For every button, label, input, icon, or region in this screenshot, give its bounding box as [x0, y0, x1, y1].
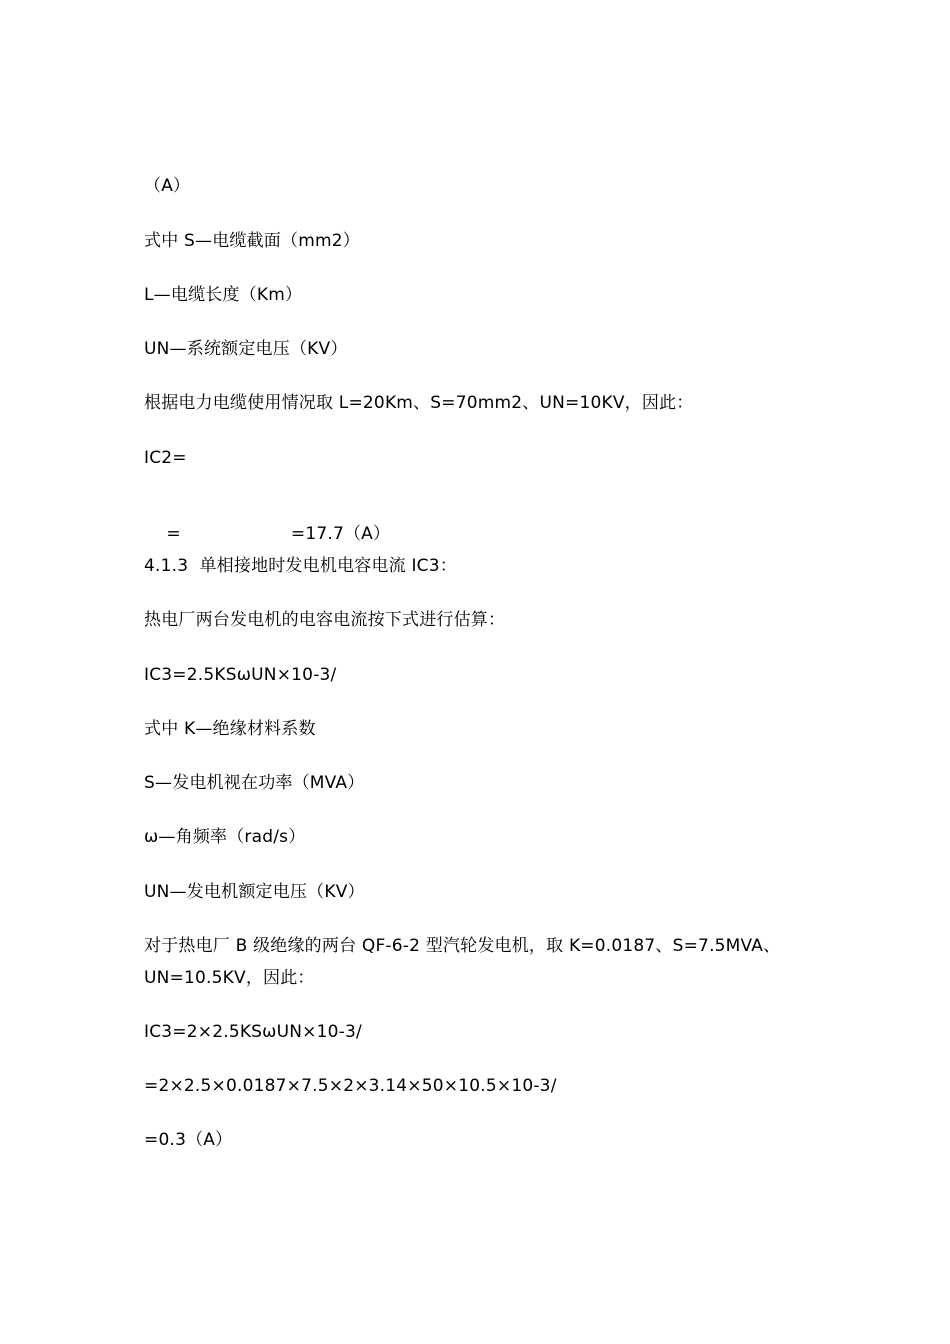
text-line: 根据电力电缆使用情况取 L=20Km、S=70mm2、UN=10KV，因此： [144, 393, 694, 413]
text-line: IC3=2×2.5KSωUN×10-3/ [144, 1022, 362, 1042]
text-line: 对于热电厂 B 级绝缘的两台 QF-6-2 型汽轮发电机，取 K=0.0187、S=7.5MVA、 [144, 936, 781, 956]
text-line: UN=10.5KV，因此： [144, 968, 315, 988]
text-line: ω—角频率（rad/s） [144, 827, 306, 847]
text-line: 式中 K—绝缘材料系数 [144, 719, 316, 739]
section-heading: 4.1.3 单相接地时发电机电容电流 IC3： [144, 556, 457, 576]
text-line: UN—系统额定电压（KV） [144, 339, 348, 359]
text-line: S—发电机视在功率（MVA） [144, 773, 365, 793]
equation-result: =17.7（A） [290, 524, 391, 544]
text-line: =0.3（A） [144, 1130, 233, 1150]
text-line: L—电缆长度（Km） [144, 285, 303, 305]
text-line: 热电厂两台发电机的电容电流按下式进行估算： [144, 610, 506, 630]
text-line: （A） [144, 176, 191, 196]
text-line: IC2= [144, 448, 187, 468]
equation-prefix: = [166, 524, 181, 544]
text-line: 式中 S—电缆截面（mm2） [144, 231, 360, 251]
text-line: UN—发电机额定电压（KV） [144, 882, 365, 902]
text-line: =2×2.5×0.0187×7.5×2×3.14×50×10.5×10-3/ [144, 1076, 557, 1096]
text-line: IC3=2.5KSωUN×10-3/ [144, 665, 337, 685]
